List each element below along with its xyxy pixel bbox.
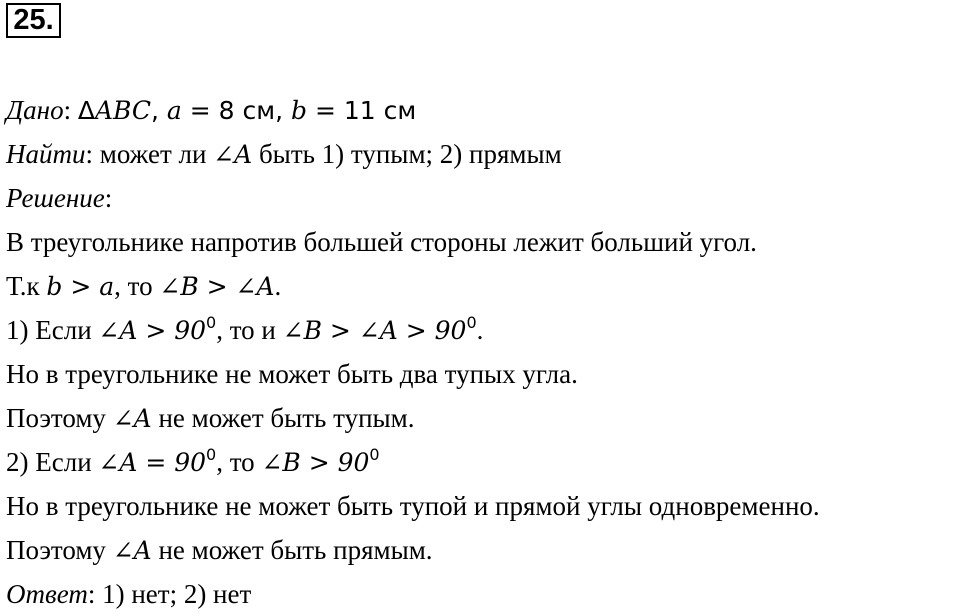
l6-mid: , то [216,447,262,477]
l6-degree-2: 0 [369,445,380,464]
answer-text: : 1) нет; 2) нет [87,579,252,609]
problem-number: 25. [6,3,61,38]
given-line [6,88,820,132]
l3-end: . [476,315,484,345]
find-label: Найти [6,139,86,169]
solution-text [6,88,820,616]
side-b-value: = 11 [307,96,384,125]
l8-pre: Поэтому [6,535,113,565]
solution-line-5 [6,396,820,440]
solution-line-3 [6,308,820,352]
find-angle: ∠A [213,140,253,169]
l6-math-1: ∠A = 90 [98,448,207,477]
triangle-name: ABC [94,96,151,125]
l5-post: не может быть тупым. [151,403,415,433]
unit-cm-2: см [383,96,417,125]
l2-pre: Т.к [6,271,47,301]
find-line [6,132,820,176]
answer-line [6,572,820,616]
l2-mid: , то [114,271,160,301]
answer-label: Ответ [6,579,88,609]
l6-pre: 2) Если [6,447,99,477]
l3-math-1: ∠A > 90 [98,316,207,345]
l3-mid: , то и [216,315,283,345]
triangle-symbol: Δ [77,96,95,125]
solution-line-7: Но в треугольнике не может быть тупой и прямой углы одновременно. [6,491,820,521]
side-a-value: = 8 [181,96,243,125]
l6-degree-1: 0 [206,445,217,464]
l3-degree-2: 0 [466,313,477,332]
l3-math-2: ∠B > ∠A > 90 [282,316,467,345]
solution-label: Решение [6,183,105,213]
l3-degree-1: 0 [206,313,217,332]
solution-line-2 [6,264,820,308]
solution-line-8 [6,528,820,572]
l2-end: . [274,271,282,301]
given-sep: , [275,96,292,125]
solution-line-1: В треугольнике напротив большей стороны лежит больший угол. [6,227,757,257]
find-text-1: : может ли [85,139,214,169]
solution-line-4: Но в треугольнике не может быть два тупых угла. [6,359,578,389]
side-b-var: b [291,96,308,125]
side-a-var: a [166,96,182,125]
l8-post: не может быть прямым. [151,535,433,565]
solution-colon: : [104,183,113,213]
solution-heading [6,176,820,220]
given-colon: : [63,95,78,125]
find-text-2: быть 1) тупым; 2) прямым [252,139,562,169]
solution-line-6 [6,440,820,484]
l2-math-1: b > a [46,272,115,301]
l8-math: ∠A [112,536,152,565]
unit-cm-1: см [242,96,276,125]
given-label: Дано [6,95,64,125]
l5-math: ∠A [112,404,152,433]
l3-pre: 1) Если [6,315,99,345]
l6-math-2: ∠B > 90 [261,448,370,477]
l5-pre: Поэтому [6,403,113,433]
given-comma: , [150,96,167,125]
l2-math-2: ∠B > ∠A [159,272,275,301]
